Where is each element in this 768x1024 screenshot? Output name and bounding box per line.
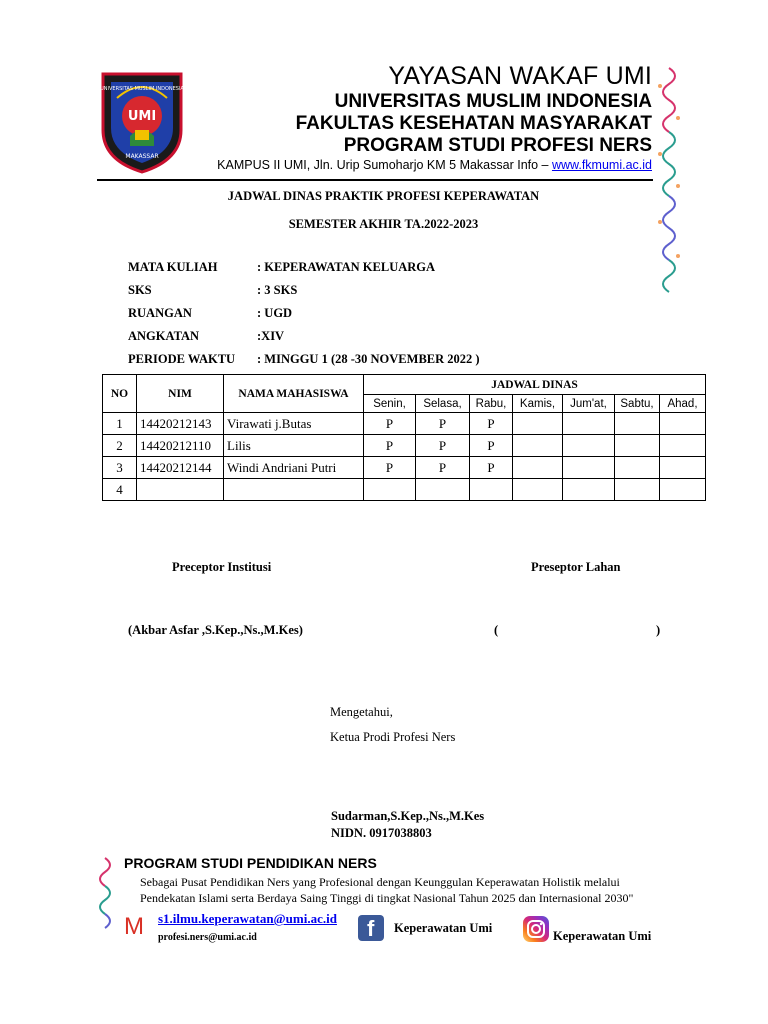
cell-kamis (513, 479, 563, 501)
table-row (103, 457, 706, 479)
cell-kamis (513, 435, 563, 457)
day-header-ahad: Ahad, (660, 395, 706, 413)
document-subtitle: SEMESTER AKHIR TA.2022-2023 (288, 217, 479, 231)
day-header-sabtu: Sabtu, (615, 395, 660, 413)
cell-rabu (470, 479, 513, 501)
info-value-ruangan: : UGD (257, 306, 293, 320)
cell-selasa: P (416, 457, 470, 479)
cell-ahad (660, 413, 706, 435)
cell-sabtu (615, 457, 660, 479)
cell-nim: 14420212143 (137, 413, 224, 435)
ketua-nidn: NIDN. 0917038803 (331, 826, 432, 840)
day-header-senin: Senin, (364, 395, 416, 413)
instagram-name: Keperawatan Umi (553, 929, 652, 943)
info-label-periode: PERIODE WAKTU (128, 352, 236, 366)
document-title: JADWAL DINAS PRAKTIK PROFESI KEPERAWATAN (227, 189, 540, 203)
day-header-selasa: Selasa, (416, 395, 470, 413)
cell-jumat (563, 435, 615, 457)
footer-title: PROGRAM STUDI PENDIDIKAN NERS (124, 855, 377, 871)
mengetahui-text: Mengetahui, (330, 705, 393, 719)
email-link[interactable]: s1.ilmu.keperawatan@umi.ac.id (158, 911, 337, 926)
campus-address (150, 158, 652, 172)
cell-nama (224, 479, 364, 501)
day-header-jumat: Jum'at, (563, 395, 615, 413)
day-header-rabu: Rabu, (470, 395, 513, 413)
info-label-mata-kuliah: MATA KULIAH (128, 260, 218, 274)
footer-vision-line2: Pendekatan Islami serta Berdaya Saing Tinggi di tingkat Nasional Tahun 2025 dan Internasional 2030" (140, 891, 634, 905)
cell-rabu: P (470, 457, 513, 479)
facebook-icon (358, 915, 384, 941)
cell-nim: 14420212110 (137, 435, 224, 457)
svg-text:MAKASSAR: MAKASSAR (125, 153, 159, 160)
header-nim: NIM (137, 375, 224, 413)
cell-nim: 14420212144 (137, 457, 224, 479)
cell-selasa: P (416, 413, 470, 435)
university-name: UNIVERSITAS MUSLIM INDONESIA (334, 91, 652, 112)
schedule-table (102, 374, 706, 501)
info-value-angkatan: :XIV (257, 329, 285, 343)
info-value-periode: : MINGGU 1 (28 -30 NOVEMBER 2022 ) (257, 352, 480, 366)
header-no: NO (103, 375, 137, 413)
cell-ahad (660, 457, 706, 479)
cell-sabtu (615, 435, 660, 457)
faculty-name: FAKULTAS KESEHATAN MASYARAKAT (295, 113, 652, 134)
cell-no: 4 (103, 479, 137, 501)
cell-kamis (513, 413, 563, 435)
info-value-sks: : 3 SKS (257, 283, 298, 297)
preseptor-lahan-label: Preseptor Lahan (531, 560, 621, 574)
cell-no: 2 (103, 435, 137, 457)
svg-text:M: M (124, 913, 144, 937)
website-link[interactable]: www.fkmumi.ac.id (551, 158, 652, 172)
facebook-icon-letter: f (367, 916, 375, 941)
cell-selasa: P (416, 435, 470, 457)
footer-vision-line1: Sebagai Pusat Pendidikan Ners yang Profesional dengan Keunggulan Keperawatan Holistik melalui (140, 875, 620, 889)
address-text: KAMPUS II UMI, Jln. Urip Sumoharjo KM 5 Makassar Info – (217, 158, 552, 172)
cell-senin (364, 479, 416, 501)
cell-no: 1 (103, 413, 137, 435)
cell-sabtu (615, 413, 660, 435)
instagram-icon (523, 916, 549, 942)
header-divider (97, 179, 653, 181)
cell-senin: P (364, 457, 416, 479)
cell-sabtu (615, 479, 660, 501)
cell-jumat (563, 413, 615, 435)
info-value-mata-kuliah: : KEPERAWATAN KELUARGA (257, 260, 436, 274)
cell-senin: P (364, 413, 416, 435)
preceptor-institusi-label: Preceptor Institusi (172, 560, 272, 574)
cell-nama: Virawati j.Butas (224, 413, 364, 435)
cell-nama: Windi Andriani Putri (224, 457, 364, 479)
svg-text:UNIVERSITAS MUSLIM INDONESIA: UNIVERSITAS MUSLIM INDONESIA (100, 86, 184, 92)
gmail-icon (121, 913, 147, 937)
day-header-kamis: Kamis, (513, 395, 563, 413)
facebook-name: Keperawatan Umi (394, 921, 493, 935)
email-secondary: profesi.ners@umi.ac.id (158, 932, 257, 943)
header-nama: NAMA MAHASISWA (224, 375, 364, 413)
cell-rabu: P (470, 435, 513, 457)
header-jadwal-dinas: JADWAL DINAS (364, 375, 706, 395)
program-name: PROGRAM STUDI PROFESI NERS (343, 135, 652, 156)
info-label-sks: SKS (128, 283, 152, 297)
info-label-ruangan: RUANGAN (128, 306, 192, 320)
preceptor-institusi-name: (Akbar Asfar ,S.Kep.,Ns.,M.Kes) (128, 623, 303, 637)
ketua-prodi-text: Ketua Prodi Profesi Ners (330, 730, 456, 744)
table-row (103, 413, 706, 435)
footer-ornament-decoration (92, 856, 118, 936)
cell-selasa (416, 479, 470, 501)
cell-ahad (660, 479, 706, 501)
cell-jumat (563, 479, 615, 501)
cell-senin: P (364, 435, 416, 457)
table-row (103, 435, 706, 457)
cell-no: 3 (103, 457, 137, 479)
cell-ahad (660, 435, 706, 457)
yayasan-title: YAYASAN WAKAF UMI (388, 62, 652, 90)
cell-jumat (563, 457, 615, 479)
cell-kamis (513, 457, 563, 479)
cell-nim (137, 479, 224, 501)
table-row (103, 479, 706, 501)
svg-text:UMI: UMI (127, 109, 157, 124)
preseptor-lahan-close-paren: ) (656, 623, 661, 637)
cell-rabu: P (470, 413, 513, 435)
ketua-name: Sudarman,S.Kep.,Ns.,M.Kes (331, 809, 485, 823)
side-ornament-decoration (654, 66, 684, 296)
cell-nama: Lilis (224, 435, 364, 457)
preseptor-lahan-open-paren: ( (494, 623, 499, 637)
info-label-angkatan: ANGKATAN (128, 329, 200, 343)
